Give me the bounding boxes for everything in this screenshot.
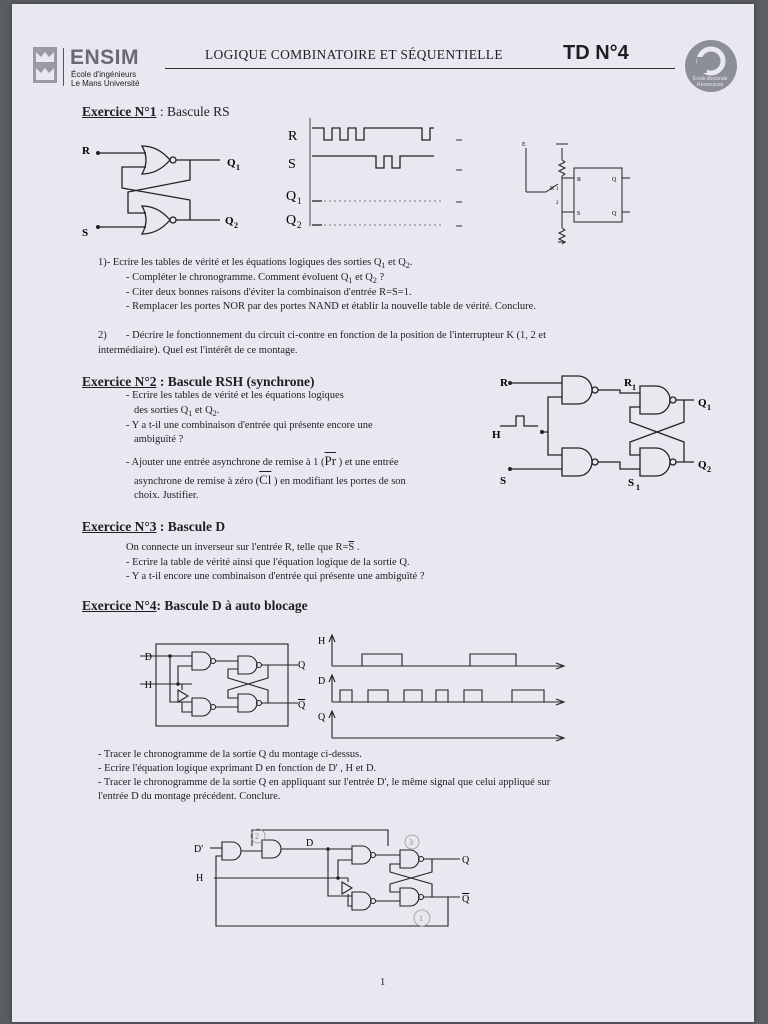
ex1-side-s: S: [577, 211, 581, 217]
ex1-side-q: Q: [612, 177, 617, 183]
ex1-label-s: S: [82, 227, 89, 239]
ex1-title-number: Exercice N°1: [82, 104, 157, 119]
school-subtitle-1: École d'ingénieurs: [71, 70, 137, 79]
ex1-chrono-r: R: [288, 129, 298, 144]
ex1-q1-end: .: [409, 257, 413, 268]
ex4-task-4: l'entrée D du montage précédent. Conclure.: [98, 791, 281, 802]
header-rule: [165, 68, 675, 69]
ex1-q1b-text: - Compléter le chronogramme. Comment évoluent Q: [126, 272, 349, 283]
ex4-c-label-h: H: [196, 873, 204, 884]
ex1-label-r: R: [82, 145, 90, 157]
ex2-label-r1-sub: 1: [632, 383, 636, 392]
ex1-q1-mid: et Q: [385, 257, 406, 268]
ex1-q1-sub2: 2: [405, 261, 410, 271]
ex2-label-s: S: [500, 475, 507, 487]
ex3-l1-text: On connecte un inverseur sur l'entrée R, telle que R=: [126, 542, 349, 553]
ex3-line-2: - Ecrire la table de vérité ainsi que l'équation logique de la sortie Q.: [126, 557, 410, 568]
ex4-task-2: - Ecrire l'équation logique exprimant D en fonction de D' , H et D.: [98, 763, 377, 774]
ex4-title: [82, 598, 308, 614]
ex1-chrono-q2-sub: 2: [297, 220, 302, 230]
ex2-bullet-3b: [134, 473, 406, 489]
ex2-b1b-end: .: [216, 405, 220, 416]
ex2-b1b-text: des sorties Q: [134, 405, 189, 416]
ex4-c-label-dprime: D': [194, 844, 204, 855]
ex1-side-k: K: [550, 186, 555, 192]
ex1-side-1: 1: [556, 187, 559, 192]
page-number: 1: [380, 977, 386, 988]
school-subtitle-2: Le Mans Université: [71, 79, 140, 88]
ex1-side-2: 2: [556, 201, 559, 206]
ex4-chronogram: [318, 632, 578, 744]
ex1-label-q2-sub: 2: [234, 221, 238, 230]
ex1-side-e: E: [522, 142, 526, 148]
ex2-bullet-2: - Y a t-il une combinaison d'entrée qui présente encore une: [126, 420, 373, 431]
ex4-chrono-q: Q: [318, 712, 326, 723]
ex1-title-name: : Bascule RS: [156, 104, 230, 119]
ex2-title-number: Exercice N°2: [82, 374, 157, 389]
ex3-title-number: Exercice N°3: [82, 519, 157, 534]
ex2-title: [82, 374, 315, 390]
ex1-question-2-line1: - Décrire le fonctionnement du circuit ci-contre en fonction de la position de l'interrupteur K (1, 2 et: [126, 330, 546, 341]
ex4-title-name: : Bascule D à auto blocage: [156, 598, 308, 613]
ex1-chrono-q1-sub: 1: [297, 196, 302, 206]
right-logo: [685, 40, 737, 92]
school-name: ENSIM: [70, 46, 140, 69]
ex1-chrono-s: S: [288, 157, 296, 172]
ex4-label-qbar: Q: [298, 700, 306, 711]
ex1-question-1d: - Remplacer les portes NOR par des portes NAND et établir la nouvelle table de vérité. Conclure.: [126, 301, 536, 312]
ex4-circle-1: 1: [419, 914, 423, 923]
ex4-d-latch-diagram: [140, 640, 310, 730]
ex1-chrono-q2: Q: [286, 213, 297, 228]
ex1-label-q2: Q: [225, 215, 234, 227]
ex3-l1-end: .: [354, 542, 360, 553]
ex1-question-2-number: 2): [98, 330, 107, 341]
ex1-q1-sub1: 1: [381, 261, 386, 271]
ex2-label-r: R: [500, 377, 508, 389]
ex2-label-s1: S: [628, 477, 635, 489]
ex2-title-name: : Bascule RSH (synchrone): [156, 374, 315, 389]
ex4-title-number: Exercice N°4: [82, 598, 157, 613]
ex1-label-q1: Q: [227, 157, 236, 169]
ex4-label-h: H: [144, 680, 152, 691]
ex2-bullet-2b: ambiguïté ?: [134, 434, 184, 445]
ex1-side-qbar: Q: [612, 211, 617, 217]
ensim-emblem-icon: [32, 46, 58, 84]
ex1-switch-circuit-diagram: [516, 138, 636, 248]
ex4-task-3: - Tracer le chronogramme de la sortie Q en appliquant sur l'entrée D', le même signal que celui appliqué sur: [98, 777, 551, 788]
page-sheet: [12, 4, 754, 1022]
ex2-b1b-sub1: 1: [188, 409, 193, 419]
ex1-q1b-end: ?: [376, 272, 385, 283]
ex2-bullet-3c: choix. Justifier.: [134, 490, 199, 501]
ex2-b3b-text: asynchrone de remise à zéro (: [134, 476, 260, 487]
ex4-circle-3: 3: [409, 838, 413, 847]
ex2-label-q1: Q: [698, 397, 707, 409]
ex3-title-name: : Bascule D: [156, 519, 226, 534]
ex2-label-h: H: [492, 429, 501, 441]
ex2-b3b-post: ) en modifiant les portes de son: [271, 476, 406, 487]
ex1-question-1c: - Citer deux bonnes raisons d'éviter la combinaison d'entrée R=S=1.: [126, 287, 412, 298]
ex4-task-1: - Tracer le chronogramme de la sortie Q du montage ci-dessus.: [98, 749, 362, 760]
ex3-line-3: - Y a t-il encore une combinaison d'entrée qui présente une ambiguïté ?: [126, 571, 425, 582]
td-label: TD N°4: [563, 42, 629, 64]
ex4-chrono-d: D: [318, 676, 326, 687]
right-logo-text-2: Ressources: [697, 82, 724, 88]
ensim-logo: [32, 46, 58, 84]
ex2-b3b-cl: $\overline{Cl}$: [259, 472, 272, 487]
ex4-label-q: Q: [298, 660, 306, 671]
ex2-b1b-mid: et Q: [192, 405, 213, 416]
ex3-line-1: [126, 541, 360, 555]
ex2-b1b-sub2: 2: [212, 409, 217, 419]
ex1-chrono-q1: Q: [286, 189, 297, 204]
ex4-chrono-h: H: [318, 636, 326, 647]
ex4-self-locking-latch-diagram: [188, 822, 478, 934]
ex2-bullet-1: - Ecrire les tables de vérité et les équations logiques: [126, 390, 344, 401]
ex1-rs-nor-latch-diagram: [80, 140, 270, 240]
ex2-label-r1: R: [624, 377, 632, 389]
ex4-c-label-q: Q: [462, 855, 470, 866]
ex2-label-q2-sub: 2: [707, 465, 711, 474]
ex1-q1b-sub1: 1: [348, 276, 353, 286]
ex4-circle-2: 2: [255, 832, 259, 841]
ex2-label-s1-sub: 1: [636, 483, 640, 492]
ex1-q1b-mid: et Q: [352, 272, 373, 283]
ex1-q1b-sub2: 2: [372, 276, 377, 286]
ex2-label-q2: Q: [698, 459, 707, 471]
ex1-question-2-line2: intermédiaire). Quel est l'intérêt de ce montage.: [98, 345, 298, 356]
ex2-rsh-latch-diagram: [480, 370, 720, 490]
right-logo-text-1: École doctorale: [693, 76, 728, 82]
ex4-c-label-qbar: Q: [462, 894, 470, 905]
ex2-label-q1-sub: 1: [707, 403, 711, 412]
ex4-label-d: D: [144, 652, 152, 663]
ex1-title: [82, 104, 230, 120]
ex1-label-q1-sub: 1: [236, 163, 240, 172]
ex1-side-r: R: [577, 177, 582, 183]
ex2-bullet-3: [126, 454, 399, 470]
ex1-chronogram: [282, 114, 462, 234]
ex2-b3-post: ) et une entrée: [336, 457, 399, 468]
ex3-l1-sbar: $\overline{S}$: [348, 542, 355, 553]
course-title: LOGIQUE COMBINATOIRE ET SÉQUENTIELLE: [205, 47, 503, 62]
ex3-title: [82, 519, 225, 535]
ex1-q1-text: 1)- Ecrire les tables de vérité et les équations logiques des sorties Q: [98, 257, 382, 268]
logo-divider: [63, 48, 64, 86]
ex2-b3-text: - Ajouter une entrée asynchrone de remise à 1 (: [126, 457, 325, 468]
ex2-b3-pr: $\overline{Pr}$: [324, 453, 337, 468]
ex4-c-label-d: D: [306, 838, 314, 849]
